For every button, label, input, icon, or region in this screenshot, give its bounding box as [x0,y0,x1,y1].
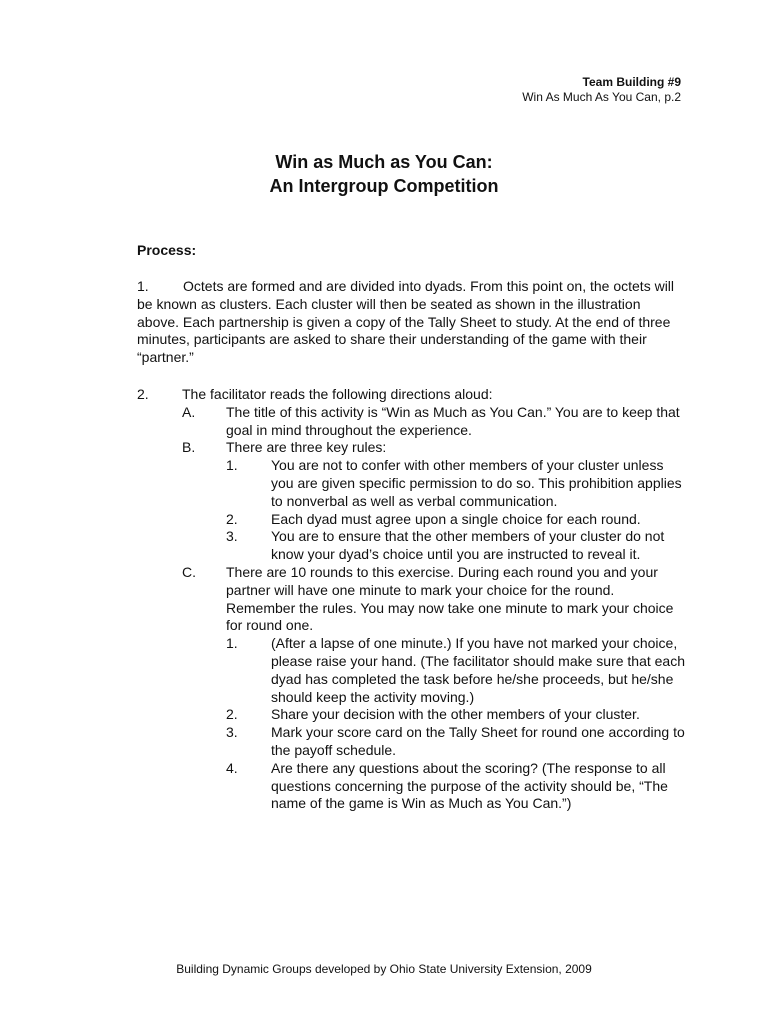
step-2-intro: The facilitator reads the following directions aloud: [182,386,493,402]
direction-c-text: There are 10 rounds to this exercise. During each round you and your partner will have one minute to mark your choice for the round. Remember the rules. You may now take one minute to mark your choice for round one. [226,563,674,634]
rule-2-text: Each dyad must agree upon a single choice for each round. [271,510,641,527]
round-step-1-text: (After a lapse of one minute.) If you have not marked your choice, please raise your hand. (The facilitator should make sure that each dyad has completed the task before he/she proceeds, but he/she should keep the activity moving.) [271,635,686,705]
direction-c [137,564,687,635]
process-step-2 [137,386,687,813]
step-1-text: Octets are formed and are divided into dyads. From this point on, the octets will be known as clusters. Each cluster will then be seated as shown in the illustration above. Each partnership is given a copy of the Tally Sheet to study. At the end of three minutes, participants are asked to share their understanding of the game with their “partner.” [137,278,675,366]
round-step-1 [137,635,687,706]
round-step-4-number: 4. [226,759,238,776]
rule-2-number: 2. [226,510,238,527]
direction-b-label: B. [182,439,196,456]
title-line-1: Win as Much as You Can: [275,152,493,172]
step-2-number: 2. [137,386,149,402]
rule-1-text: You are not to confer with other members of your cluster unless you are given specific permission to do so. This prohibition applies to nonverbal as well as verbal communication. [271,457,682,509]
direction-c-label: C. [182,563,196,580]
round-step-2-text: Share your decision with the other members of your cluster. [271,706,640,723]
step-1-number: 1. [137,278,149,294]
round-step-2-number: 2. [226,706,238,723]
rule-3-text: You are to ensure that the other members of your cluster do not know your dyad’s choice until you are instructed to reveal it. [271,528,665,563]
step-2-intro-row [137,386,687,404]
rule-1-number: 1. [226,457,238,474]
round-step-3-number: 3. [226,724,238,741]
direction-a-text: The title of this activity is “Win as Much as You Can.” You are to keep that goal in mind throughout the experience. [226,403,680,438]
rule-1 [137,457,687,510]
round-step-2 [137,706,687,724]
round-step-4-text: Are there any questions about the scoring? (The response to all questions concerning the purpose of the activity should be, “The name of the game is Win as Much as You Can.”) [271,759,668,812]
round-step-1-number: 1. [226,635,238,652]
document-title [0,150,768,198]
rule-2 [137,511,687,529]
header-subtitle: Win As Much As You Can, p.2 [522,90,681,104]
rule-3-number: 3. [226,528,238,545]
rule-3 [137,528,687,564]
direction-b [137,439,687,457]
page-header [522,75,681,105]
title-line-2: An Intergroup Competition [269,176,499,196]
round-step-3-text: Mark your score card on the Tally Sheet for round one according to the payoff schedule. [271,724,685,758]
direction-b-text: There are three key rules: [226,439,387,456]
header-title: Team Building #9 [582,75,681,89]
direction-a-label: A. [182,403,196,420]
round-step-3 [137,724,687,760]
direction-a [137,404,687,440]
process-heading: Process: [137,242,197,258]
process-step-1 [137,278,677,367]
page-footer: Building Dynamic Groups developed by Ohio State University Extension, 2009 [176,962,592,976]
round-step-4 [137,760,687,813]
